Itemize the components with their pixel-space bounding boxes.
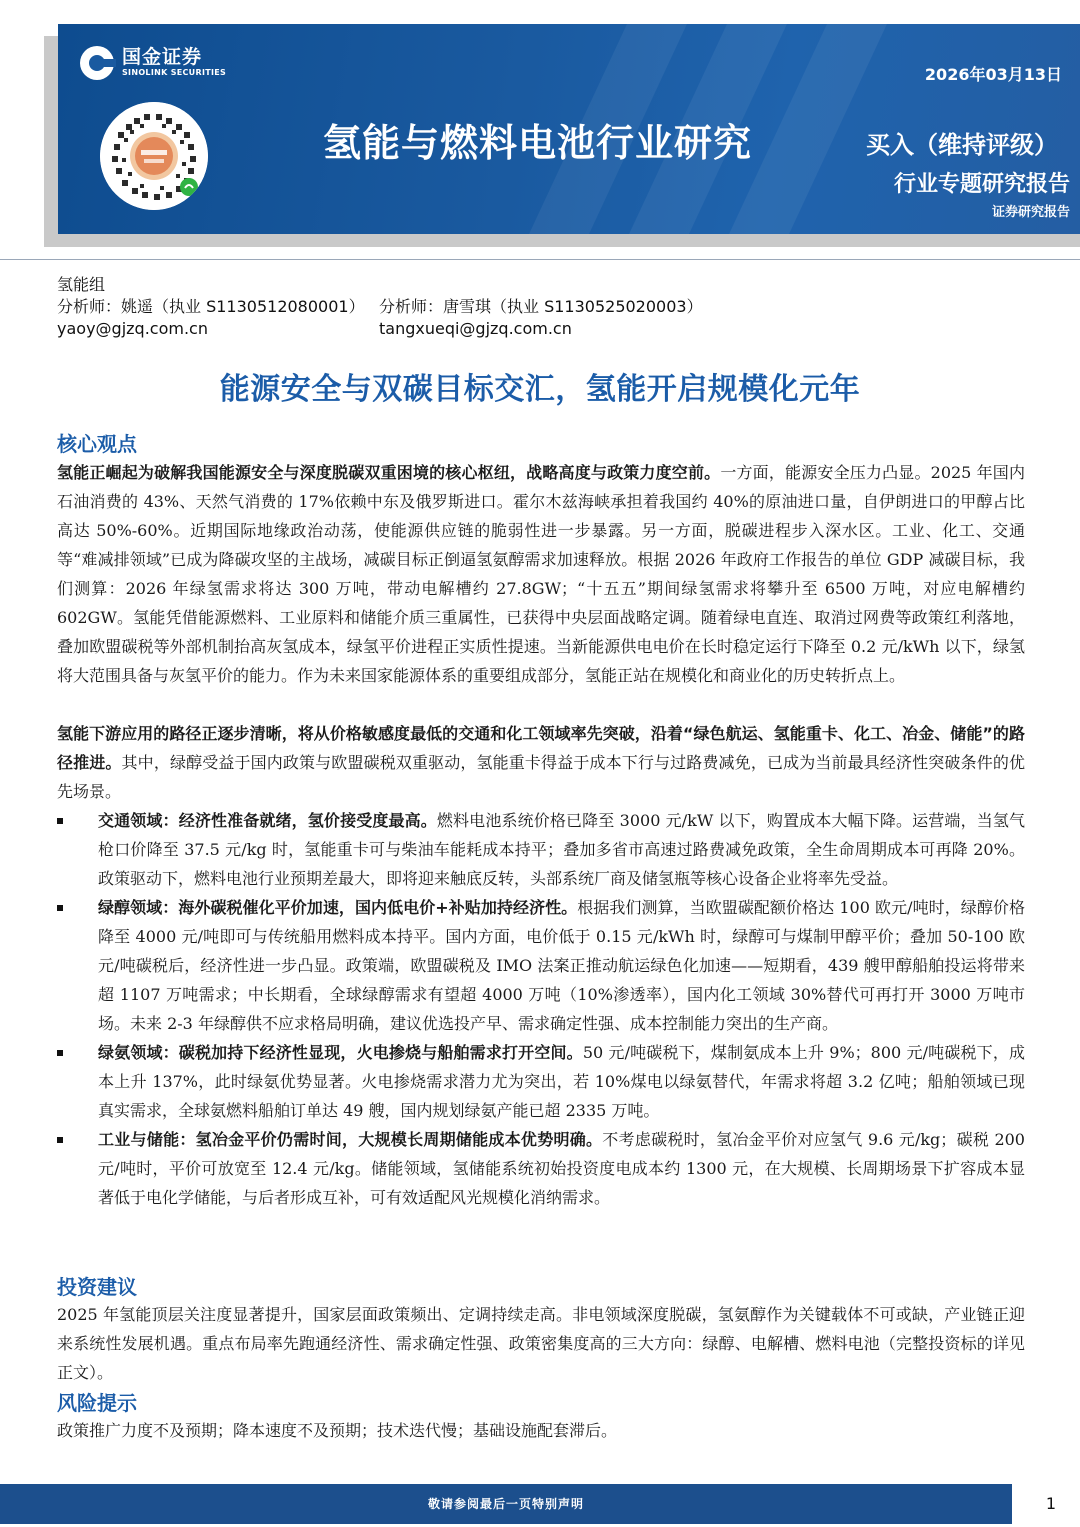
section-heading-investment: 投资建议 (57, 1275, 137, 1299)
bullet-text: 不考虑碳税时，氢冶金平价对应氢气 9.6 元/kg；碳税 200 元/吨时，平价可放宽至 12.4 元/kg。储能领域，氢储能系统初始投资度电成本约 1300 元，在大规模、长周期场景下扩容成本显著低于电化学储能，与后者形成互补，可有效适配风光规模化消纳需求。 (98, 1130, 1025, 1207)
bullet-lead: 绿氨领域：碳税加持下经济性显现，火电掺烧与船舶需求打开空间。 (98, 1043, 583, 1062)
footer-disclaimer-link[interactable]: 敬请参阅最后一页特别声明 (427, 1497, 584, 1511)
report-subtype: 证券研究报告 (991, 205, 1070, 220)
bullet-item-green-methanol (57, 893, 1025, 1038)
bullet-text: 根据我们测算，当欧盟碳配额价格达 100 欧元/吨时，绿醇价格降至 4000 元/吨即可与传统船用燃料成本持平。国内方面，电价低于 0.15 元/kWh 时，绿醇可与煤制甲醇平价；叠加 50-100 欧元/吨碳税后，经济性进一步凸显。政策端，欧盟碳税及 IMO 法案正推动航运绿色化加速——短期看，439 艘甲醇船舶投运将带来超 1107 万吨需求；中长期看，全球绿醇需求有望超 4000 万吨（10%渗透率），国内化工领域 30%替代可再打开 3000 万吨市场。未来 2-3 年绿醇供不应求格局明确，建议优选投产早、需求确定性强、成本控制能力突出的生产商。 (98, 898, 1025, 1033)
bullet-square-icon (57, 818, 63, 824)
analyst-2-email[interactable]: tangxueqi@gjzq.com.cn (379, 319, 572, 338)
section-heading-core: 核心观点 (57, 432, 137, 456)
mini-program-qr-code (100, 102, 208, 210)
company-logo (80, 46, 226, 80)
header-banner (58, 24, 1080, 234)
bullet-lead: 交通领域：经济性准备就绪，氢价接受度最高。 (98, 811, 437, 830)
analyst-1: 分析师：姚遥（执业 S1130512080001） (57, 297, 365, 316)
bullet-square-icon (57, 1137, 63, 1143)
logo-name-cn: 国金证券 (122, 46, 203, 68)
page-number: 1 (1045, 1494, 1056, 1513)
bullet-lead: 绿醇领域：海外碳税催化平价加速，国内低电价+补贴加持经济性。 (98, 898, 578, 917)
risk-paragraph: 政策推广力度不及预期；降本速度不及预期；技术迭代慢；基础设施配套滞后。 (57, 1421, 618, 1440)
logo-name-en: SINOLINK SECURITIES (122, 68, 227, 77)
core-bullet-list (57, 806, 1025, 1212)
investment-paragraph: 2025 年氢能顶层关注度显著提升，国家层面政策频出、定调持续走高。非电领域深度脱碳，氢氨醇作为关键载体不可或缺，产业链正迎来系统性发展机遇。重点布局率先跑通经济性、需求确定性强、政策密集度高的三大方向：绿醇、电解槽、燃料电池（完整投资标的详见正文）。 (57, 1305, 1025, 1382)
core-paragraph-1 (57, 458, 1025, 690)
research-group: 氢能组 (57, 275, 106, 294)
core-paragraph-2-lead: 氢能下游应用的路径正逐步清晰，将从价格敏感度最低的交通和化工领域率先突破，沿着“绿色航运、氢能重卡、化工、冶金、储能”的路径推进。 (57, 724, 1025, 772)
core-paragraph-2 (57, 719, 1025, 806)
core-paragraph-1-lead: 氢能正崛起为破解我国能源安全与深度脱碳双重困境的核心枢纽，战略高度与政策力度空前。 (57, 463, 721, 482)
section-heading-risk: 风险提示 (57, 1391, 137, 1415)
analyst-2: 分析师：唐雪琪（执业 S1130525020003） (379, 297, 703, 316)
bullet-item-transport (57, 806, 1025, 893)
analyst-1-email[interactable]: yaoy@gjzq.com.cn (57, 319, 208, 338)
bullet-text: 燃料电池系统价格已降至 3000 元/kW 以下，购置成本大幅下降。运营端，当氢气枪口价降至 37.5 元/kg 时，氢能重卡可与柴油车能耗成本持平；叠加多省市高速过路费减免政策，全生命周期成本可再降 20%。政策驱动下，燃料电池行业预期差最大，即将迎来触底反转，头部系统厂商及储氢瓶等核心设备企业将率先受益。 (98, 811, 1025, 888)
header-divider (0, 259, 1080, 260)
bullet-square-icon (57, 1050, 63, 1056)
core-paragraph-2-text: 其中，绿醇受益于国内政策与欧盟碳税双重驱动，氢能重卡得益于成本下行与过路费减免，已成为当前最具经济性突破条件的优先场景。 (57, 753, 1025, 801)
logo-mark-icon (80, 46, 114, 80)
bullet-lead: 工业与储能：氢冶金平价仍需时间，大规模长周期储能成本优势明确。 (98, 1130, 603, 1149)
bullet-square-icon (57, 905, 63, 911)
bullet-item-industry-storage (57, 1125, 1025, 1212)
report-date: 2026年03月13日 (924, 65, 1062, 84)
bullet-item-green-ammonia (57, 1038, 1025, 1125)
banner-title: 氢能与燃料电池行业研究 (323, 121, 753, 165)
document-title: 能源安全与双碳目标交汇，氢能开启规模化元年 (219, 372, 861, 407)
report-type: 行业专题研究报告 (893, 172, 1070, 197)
bullet-text: 50 元/吨碳税下，煤制氨成本上升 9%；800 元/吨碳税下，成本上升 137%，此时绿氨优势显著。火电掺烧需求潜力尤为突出，若 10%煤电以绿氨替代，年需求将超 3.2 亿吨；船舶领域已现真实需求，全球氨燃料船舶订单达 49 艘，国内规划绿氨产能已超 2335 万吨。 (98, 1043, 1025, 1120)
rating-label: 买入（维持评级） (866, 131, 1058, 159)
core-paragraph-1-text: 一方面，能源安全压力凸显。2025 年国内石油消费的 43%、天然气消费的 17%依赖中东及俄罗斯进口。霍尔木兹海峡承担着我国约 40%的原油进口量，自伊朗进口的甲醇占比高达 50%-60%。近期国际地缘政治动荡，使能源供应链的脆弱性进一步暴露。另一方面，脱碳进程步入深水区。工业、化工、交通等“难减排领域”已成为降碳攻坚的主战场，减碳目标正倒逼氢氨醇需求加速释放。根据 2026 年政府工作报告的单位 GDP 减碳目标，我们测算：2026 年绿氢需求将达 300 万吨，带动电解槽约 27.8GW；“十五五”期间绿氢需求将攀升至 6500 万吨，对应电解槽约 602GW。氢能凭借能源燃料、工业原料和储能介质三重属性，已获得中央层面战略定调。随着绿电直连、取消过网费等政策红利落地，叠加欧盟碳税等外部机制抬高灰氢成本，绿氢平价进程正实质性提速。当新能源供电电价在长时稳定运行下降至 0.2 元/kWh 以下，绿氢将大范围具备与灰氢平价的能力。作为未来国家能源体系的重要组成部分，氢能正站在规模化和商业化的历史转折点上。 (57, 463, 1025, 685)
